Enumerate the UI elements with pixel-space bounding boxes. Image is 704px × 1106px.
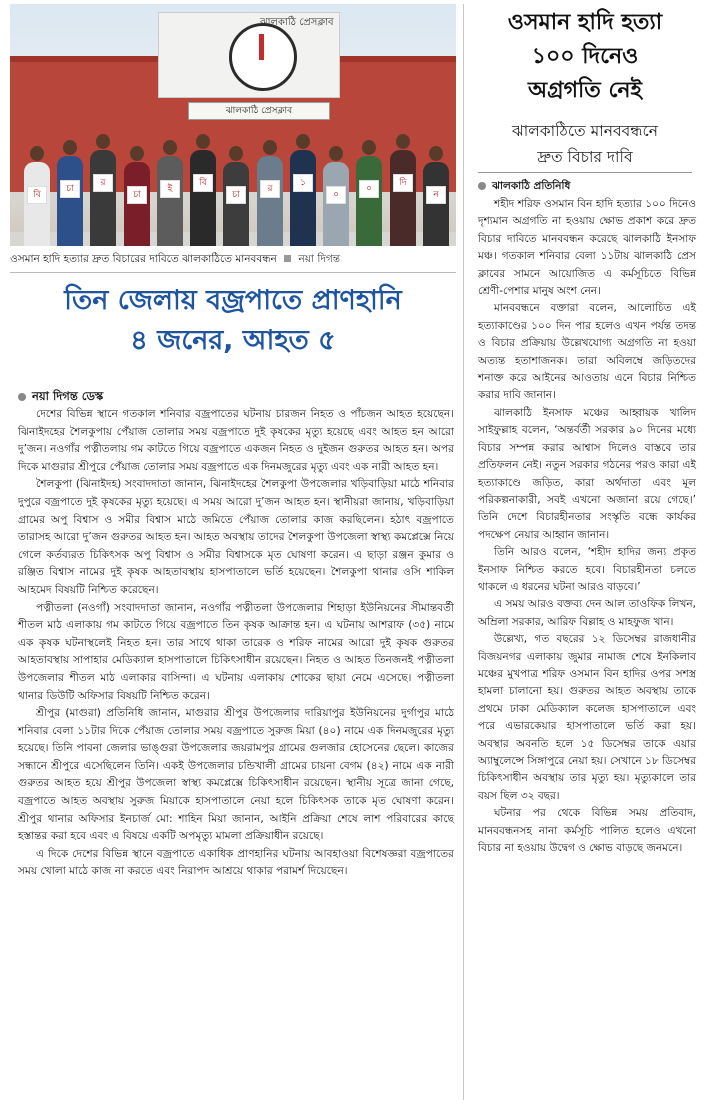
protester-head bbox=[96, 134, 110, 149]
side-paragraph: মানববন্ধনে বক্তারা বলেন, আলোচিত এই হত্যাকাণ্ডের ১০০ দিন পার হলেও এখন পর্যন্ত তদন্ত ও বিচার প্রক্রিয়ায় উল্লেখযোগ্য অগ্রগতি না হওয়া অত্যন্ত হতাশাজনক। তারা অবিলম্বে জড়িতদের শনাক্ত করে আইনের আওতায় এনে বিচার নিশ্চিত করার দাবি জানান। bbox=[478, 302, 696, 402]
photo-caption bbox=[10, 250, 456, 270]
side-headline bbox=[472, 6, 698, 108]
main-paragraph: শৈলকুপা (ঝিনাইদহ) সংবাদদাতা জানান, ঝিনাইদহের শৈলকুপা উপজেলার খড়িবাড়িয়া মাঠে শনিবার দুপুরে বজ্রপাতে দুই কৃষকের মৃত্যু হয়েছে। এ সময় আরো দু’জন আহত হন। স্থানীয়রা জানায়, খড়িবাড়িয়া গ্রামের অপু বিশ্বাস ও সমীর বিশ্বাস মাঠে জমিতে পেঁয়াজ তোলার কাজ করছিলেন। হঠাৎ বজ্রপাতে তারাসহ আরো দু’জন গুরুতর আহত হন। আহত অবস্থায় তাদের শৈলকুপা উপজেলা স্বাস্থ্য কমপ্লেক্সে নিয়ে গেলে কর্তব্যরত চিকিৎসক অপু বিশ্বাস ও সমীর বিশ্বাসকে মৃত ঘোষণা করেন। এ ছাড়া রঞ্জন কুমার ও রঞ্জিত বিশ্বাস নামের দুই কৃষক আহতাবস্থায় হাসপাতালে ভর্তি হয়েছেন। শৈলকুপা থানার ওসি শাকিল আহমেদ বিষয়টি নিশ্চিত করেছেন। bbox=[18, 478, 454, 596]
press-club-sign-text: ঝালকাঠি প্রেসক্লাব bbox=[260, 17, 334, 28]
divider bbox=[10, 272, 456, 273]
protester-head bbox=[196, 134, 210, 149]
side-paragraph: ঘটনার পর থেকে বিভিন্ন সময় প্রতিবাদ, মানববন্ধনসহ নানা কর্মসূচি পালিত হলেও এখনো বিচার না হওয়ায় উদ্বেগ ও ক্ষোভ বাড়ছে জনমনে। bbox=[478, 807, 696, 855]
side-paragraph: শহীদ শরিফ ওসমান বিন হাদি হত্যার ১০০ দিনেও দৃশ্যমান অগ্রগতি না হওয়ায় ক্ষোভ প্রকাশ করে দ্রুত বিচার দাবিতে মানববন্ধন করেছে ঝালকাঠি ইনসাফ মঞ্চ। গতকাল শনিবার বেলা ১১টায় ঝালকাঠি প্রেস ক্লাবের সামনে আয়োজিত এ কর্মসূচিতে বিভিন্ন শ্রেণী-পেশার মানুষ অংশ নেন। bbox=[478, 198, 696, 298]
protester bbox=[24, 162, 50, 246]
protester bbox=[223, 162, 249, 246]
side-paragraph: তিনি আরও বলেন, ‘শহীদ হাদির জন্য প্রকৃত ইনসাফ নিশ্চিত করতে হবে। বিচারহীনতা চলতে থাকলে এ ধরনের ঘটনা আরও বাড়বে।’ bbox=[478, 546, 696, 593]
protester bbox=[190, 150, 216, 246]
main-paragraph: শ্রীপুর (মাগুরা) প্রতিনিধি জানান, মাগুরার শ্রীপুর উপজেলার দারিয়াপুর ইউনিয়নের দুর্গাপুর মাঠে শনিবার বেলা ১১টার দিকে পেঁয়াজ তোলার সময় বজ্রপাতে সুরুজ মিয়া (৪০) নামে এক দিনমজুরের মৃত্যু হয়েছে। তিনি পাবনা জেলার ভাঙ্গুরা উপজেলার জয়রামপুর গ্রামের গুলজার হোসেনের ছেলে। কাজের সন্ধানে শ্রীপুরে এসেছিলেন তিনি। একই উপজেলার চন্ডিখালী গ্রামের চায়না বেগম (৪২) নামে এক নারী গুরুতর আহত হয়ে শ্রীপুর উপজেলা স্বাস্থ্য কমপ্লেক্সে চিকিৎসাধীন রয়েছেন। স্থানীয় সূত্রে জানা গেছে, বজ্রপাতে আহত অবস্থায় সুরুজ মিয়াকে হাসপাতালে নেয়া হলে চিকিৎসক তাকে মৃত ঘোষণা করেন। শ্রীপুর থানার অফিসার ইনচার্জ মো: শাহিন মিয়া জানান, আইনি প্রক্রিয়া শেষে লাশ পরিবারের কাছে হস্তান্তর করা হবে এবং এ বিষয়ে একটি অপমৃত্যু মামলা প্রক্রিয়াধীন রয়েছে। bbox=[18, 707, 454, 843]
protester bbox=[57, 156, 83, 246]
main-paragraph: দেশের বিভিন্ন স্থানে গতকাল শনিবার বজ্রপাতের ঘটনায় চারজন নিহত ও পাঁচজন আহত হয়েছেন। ঝিনাইদহের শৈলকুপায় পেঁয়াজ তোলার সময় বজ্রপাতে দুই কৃষকের মৃত্যু হয়েছে এবং আহত হন আরো দু’জন। নওগাঁর পত্নীতলায় গম কাটতে গিয়ে বজ্রপাতে একজন নিহত ও দুইজন গুরুতর আহত হন। অপর দিকে মাগুরার শ্রীপুরে পেঁয়াজ তোলার সময় বজ্রপাতে এক দিনমজুরের মৃত্যু এবং এক নারী আহত হন। bbox=[18, 408, 454, 473]
protester bbox=[290, 150, 316, 246]
protester-head bbox=[130, 146, 144, 161]
side-subheadline-line2: দ্রুত বিচার দাবি bbox=[537, 148, 633, 166]
placard: ই bbox=[160, 180, 180, 198]
main-headline-line1: তিন জেলায় বজ্রপাতে প্রাণহানি bbox=[64, 285, 402, 316]
protester-head bbox=[429, 146, 443, 161]
protester-head bbox=[163, 140, 177, 155]
caption-source: নয়া দিগন্ত bbox=[298, 253, 340, 265]
protester-head bbox=[329, 146, 343, 161]
side-byline bbox=[478, 178, 570, 194]
side-headline-line2: ১০০ দিনেও bbox=[531, 44, 639, 69]
protesters-group bbox=[20, 130, 452, 246]
protester bbox=[390, 150, 416, 246]
side-divider bbox=[478, 172, 692, 173]
placard: ন bbox=[426, 186, 446, 204]
main-paragraph: পত্নীতলা (নওগাঁ) সংবাদদাতা জানান, নওগাঁর পত্নীতলা উপজেলার শিহাড়া ইউনিয়নের সীমান্তবর্তী শীতল মাঠ এলাকায় গম কাটতে গিয়ে বজ্রপাতে তিন কৃষক আক্রান্ত হন। এ ঘটনায় আশরাফ (৩৫) নামে এক কৃষক ঘটনাস্থলেই নিহত হন। তার সাথে থাকা তারেক ও শরিফ নামের আরো দুই কৃষক গুরুতর আহতাবস্থায় সাপাহার মেডিক্যাল হাসপাতালে চিকিৎসাধীন রয়েছেন। নিহত ও আহত তিনজনই পত্নীতলা উপজেলার শীতল মাঠ এলাকার বাসিন্দা। এ ঘটনায় এলাকায় শোকের ছায়া নেমে এসেছে। পত্নীতলা থানার ডিউটি অফিসার বিষয়টি নিশ্চিত করেন। bbox=[18, 601, 454, 702]
placard: দি bbox=[393, 174, 413, 192]
main-paragraph: এ দিকে দেশের বিভিন্ন স্থানে বজ্রপাতে একাধিক প্রাণহানির ঘটনায় আবহাওয়া বিশেষজ্ঞরা বজ্রপাতের সময় খোলা মাঠে কাজ না করতে এবং নিরাপদ আশ্রয়ে থাকার পরামর্শ দিয়েছেন। bbox=[18, 847, 454, 878]
placard: বি bbox=[27, 186, 47, 204]
protester bbox=[257, 156, 283, 246]
side-paragraph: উল্লেখ্য, গত বছরের ১২ ডিসেম্বর রাজধানীর বিজয়নগর এলাকায় জুমার নামাজ শেষে ইনকিলাব মঞ্চের মুখপাত্র শরিফ ওসমান বিন হাদির ওপর সশস্ত্র হামলা চালানো হয়। গুরুতর আহত অবস্থায় তাকে প্রথমে ঢাকা মেডিক্যাল কলেজ হাসপাতালে এবং পরে এভারকেয়ার হাসপাতালে ভর্তি করা হয়। অবস্থার অবনতি হলে ১৫ ডিসেম্বর তাকে এয়ার অ্যাম্বুলেন্সে সিঙ্গাপুরে নেয়া হয়। সেখানে ১৮ ডিসেম্বর চিকিৎসাধীন অবস্থায় তার মৃত্যু হয়। মৃত্যুকালে তার বয়স ছিল ৩২ বছর। bbox=[478, 633, 696, 802]
protester-head bbox=[229, 146, 243, 161]
protester bbox=[356, 156, 382, 246]
main-byline-text: নয়া দিগন্ত ডেস্ক bbox=[32, 389, 104, 403]
placard: র bbox=[260, 180, 280, 198]
side-subheadline-line1: ঝালকাঠিতে মানববন্ধনে bbox=[512, 122, 658, 140]
placard: চা bbox=[60, 180, 80, 198]
protester bbox=[323, 162, 349, 246]
placard: র bbox=[93, 174, 113, 192]
clock-logo bbox=[229, 23, 297, 91]
placard: চা bbox=[127, 186, 147, 204]
side-article-body bbox=[478, 196, 696, 857]
entrance-sign: ঝালকাঠি প্রেসক্লাব bbox=[188, 102, 330, 120]
protester bbox=[157, 156, 183, 246]
main-article-body bbox=[18, 406, 454, 881]
protester-head bbox=[30, 146, 44, 161]
side-paragraph: ঝালকাঠি ইনসাফ মঞ্চের আহ্বায়ক খালিদ সাইফুল্লাহ বলেন, ‘অন্তর্বর্তী সরকার ৯০ দিনের মধ্যে বিচার সম্পন্ন করার আশ্বাস দিলেও বাস্তবে তার প্রতিফলন নেই। নতুন সরকার গঠনের পরও কারা এই হত্যাকাণ্ডে জড়িত, কারা অর্থদাতা এবং মূল পরিকল্পনাকারী, সবই এখনো অজানা রয়ে গেছে।’ তিনি দেশে বিচারহীনতার সংস্কৃতি বন্ধে কার্যকর পদক্ষেপ নেয়ার আহ্বান জানান। bbox=[478, 406, 696, 541]
protester-head bbox=[362, 140, 376, 155]
caption-text: ওসমান হাদি হত্যার দ্রুত বিচারের দাবিতে ঝালকাঠিতে মানববন্ধন bbox=[10, 253, 277, 265]
placard: বি bbox=[193, 174, 213, 192]
bullet-icon bbox=[18, 393, 26, 401]
protester bbox=[124, 162, 150, 246]
protester bbox=[90, 150, 116, 246]
main-headline bbox=[10, 280, 456, 360]
news-photo bbox=[10, 4, 456, 246]
placard: ১ bbox=[293, 174, 313, 192]
bullet-icon bbox=[478, 182, 486, 190]
protester-head bbox=[396, 134, 410, 149]
side-paragraph: এ সময় আরও বক্তব্য দেন আল তাওফিক লিখন, অম্রিলা সরকার, আরিফ বিল্লাহ ও মাহফুজ খান। bbox=[478, 598, 696, 628]
protester-head bbox=[63, 140, 77, 155]
main-headline-line2: ৪ জনের, আহত ৫ bbox=[130, 325, 336, 356]
side-headline-line3: অগ্রগতি নেই bbox=[528, 78, 642, 103]
main-byline bbox=[18, 388, 103, 404]
side-byline-text: ঝালকাঠি প্রতিনিধি bbox=[492, 180, 571, 192]
side-subheadline bbox=[472, 118, 698, 170]
side-headline-line1: ওসমান হাদি হত্যা bbox=[507, 10, 663, 35]
placard: ০ bbox=[359, 180, 379, 198]
protester bbox=[423, 162, 449, 246]
protester-head bbox=[263, 140, 277, 155]
right-column bbox=[472, 0, 698, 1106]
caption-square-icon bbox=[284, 255, 291, 262]
column-divider bbox=[463, 4, 464, 1100]
placard: ০ bbox=[326, 186, 346, 204]
placard: চা bbox=[226, 186, 246, 204]
protester-head bbox=[296, 134, 310, 149]
